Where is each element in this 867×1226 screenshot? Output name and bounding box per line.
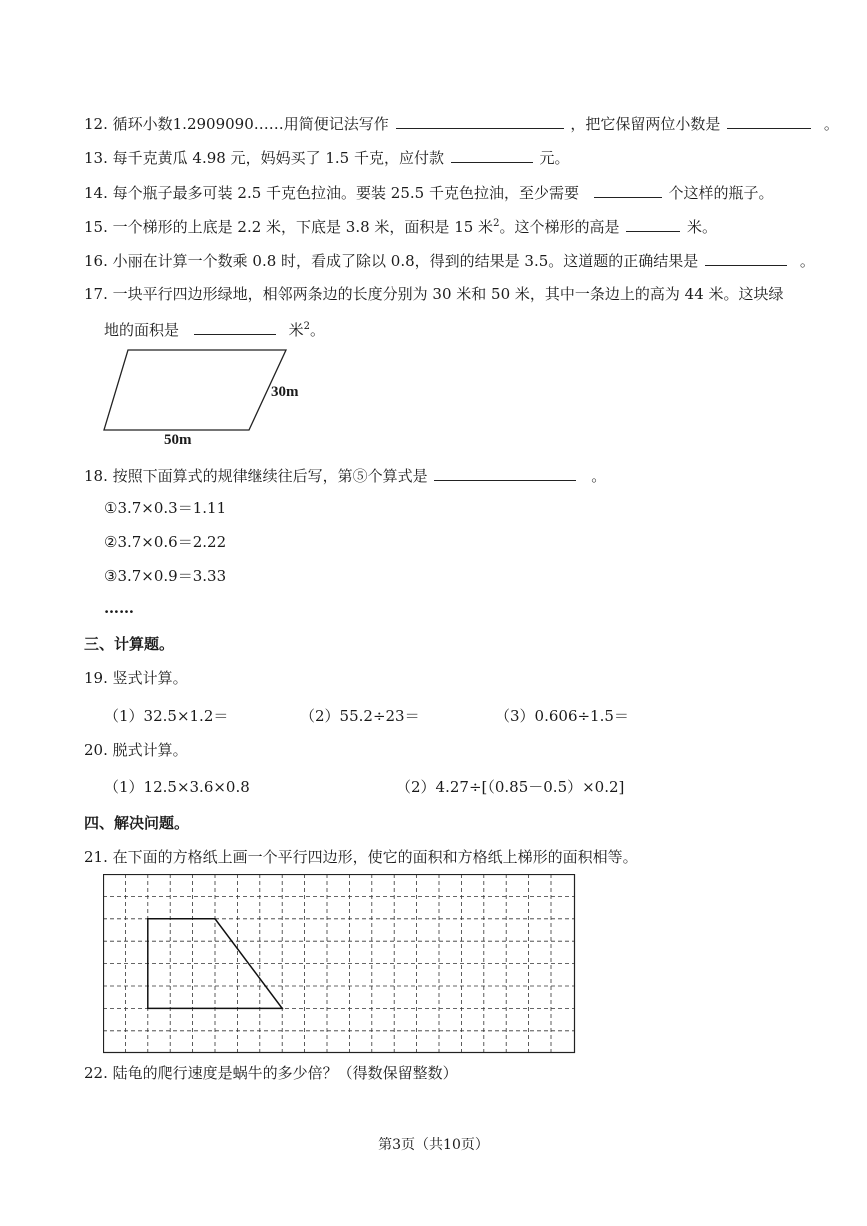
grid-lines [103,874,575,1053]
q14-text-2: 个这样的瓶子。 [668,184,774,202]
q18-item-1: ①3.7×0.3＝1.11 [104,499,227,517]
q22-text: 陆龟的爬行速度是蜗牛的多少倍？（得数保留整数） [112,1064,458,1082]
q12-answer-blank-2[interactable] [727,112,811,129]
q21-number: 21. [84,848,108,866]
q17-text-2: 地的面积是 [104,321,180,339]
q16-text-1: 小丽在计算一个数乘 0.8 时，看成了除以 0.8，得到的结果是 3.5。这道题的正确结果是 [112,252,699,270]
q18-number: 18. [84,467,108,485]
question-14 [84,181,774,203]
grid-paper [103,874,576,1054]
q16-number: 16. [84,252,108,270]
q18-answer-blank[interactable] [434,464,576,481]
q19-item-1: （1）32.5×1.2＝ [104,707,229,725]
q15-text-3: 米。 [687,218,718,236]
q19-number: 19. [84,669,108,687]
q19-title: 竖式计算。 [112,669,188,687]
section-3-heading: 三、计算题。 [84,635,175,653]
q12-answer-blank-1[interactable] [396,112,564,129]
q19-item-3: （3）0.606÷1.5＝ [495,707,629,725]
q20-title: 脱式计算。 [112,741,188,759]
q16-end: 。 [799,252,815,270]
q13-text-1: 每千克黄瓜 4.98 元，妈妈买了 1.5 千克，应付款 [112,149,444,167]
q18-item-3: ③3.7×0.9＝3.33 [104,567,227,585]
q19-item-2: （2）55.2÷23＝ [300,707,420,725]
q12-text-2: ，把它保留两位小数是 [570,115,721,133]
q13-number: 13. [84,149,108,167]
q14-text-1: 每个瓶子最多可装 2.5 千克色拉油。要装 25.5 千克色拉油，至少需要 [112,184,579,202]
q12-end: 。 [823,115,839,133]
question-17 [84,284,784,304]
section-4-heading: 四、解决问题。 [84,814,190,832]
q18-item-2: ②3.7×0.6＝2.22 [104,533,227,551]
q22-number: 22. [84,1064,108,1082]
q14-number: 14. [84,184,108,202]
q17-end: 。 [309,321,325,339]
q18-text-1: 按照下面算式的规律继续往后写，第⑤个算式是 [112,467,428,485]
q20-item-2: （2）4.27÷[（0.85－0.5）×0.2] [396,778,625,796]
question-15 [84,215,717,237]
q12-text-1: 循环小数1.2909090……用简便记法写作 [112,115,389,133]
parallelogram-side-label: 30m [271,384,299,400]
question-22 [84,1063,458,1083]
question-19 [84,668,188,688]
q13-answer-blank[interactable] [451,146,533,163]
q17-text-1: 一块平行四边形绿地，相邻两条边的长度分别为 30 米和 50 米，其中一条边上的高为 44 米。这块绿 [112,285,784,303]
page-footer: 第3页（共10页） [378,1137,489,1153]
q20-number: 20. [84,741,108,759]
question-12 [84,112,839,134]
q20-item-1: （1）12.5×3.6×0.8 [104,778,250,796]
parallelogram-figure [100,345,300,435]
q17-answer-blank[interactable] [194,318,276,335]
question-20 [84,740,188,760]
q13-text-2: 元。 [539,149,570,167]
question-18 [84,464,606,486]
q15-superscript: 2 [493,218,500,229]
q21-text: 在下面的方格纸上画一个平行四边形，使它的面积和方格纸上梯形的面积相等。 [112,848,638,866]
q16-answer-blank[interactable] [705,249,787,266]
parallelogram-base-label: 50m [164,432,192,448]
q17-number: 17. [84,285,108,303]
q18-end: 。 [591,467,607,485]
parallelogram-shape [104,350,286,430]
q18-ellipsis: …… [104,599,134,617]
question-13 [84,146,570,168]
question-21 [84,847,638,867]
q17-unit: 米 [288,321,304,339]
q17-superscript: 2 [303,321,310,332]
q15-answer-blank[interactable] [626,215,680,232]
q15-text-2: 。这个梯形的高是 [499,218,620,236]
q12-number: 12. [84,115,108,133]
question-16 [84,249,815,271]
q15-number: 15. [84,218,108,236]
q15-text-1: 一个梯形的上底是 2.2 米，下底是 3.8 米，面积是 15 米 [112,218,494,236]
question-17-line-2 [104,318,325,340]
q14-answer-blank[interactable] [594,181,662,198]
